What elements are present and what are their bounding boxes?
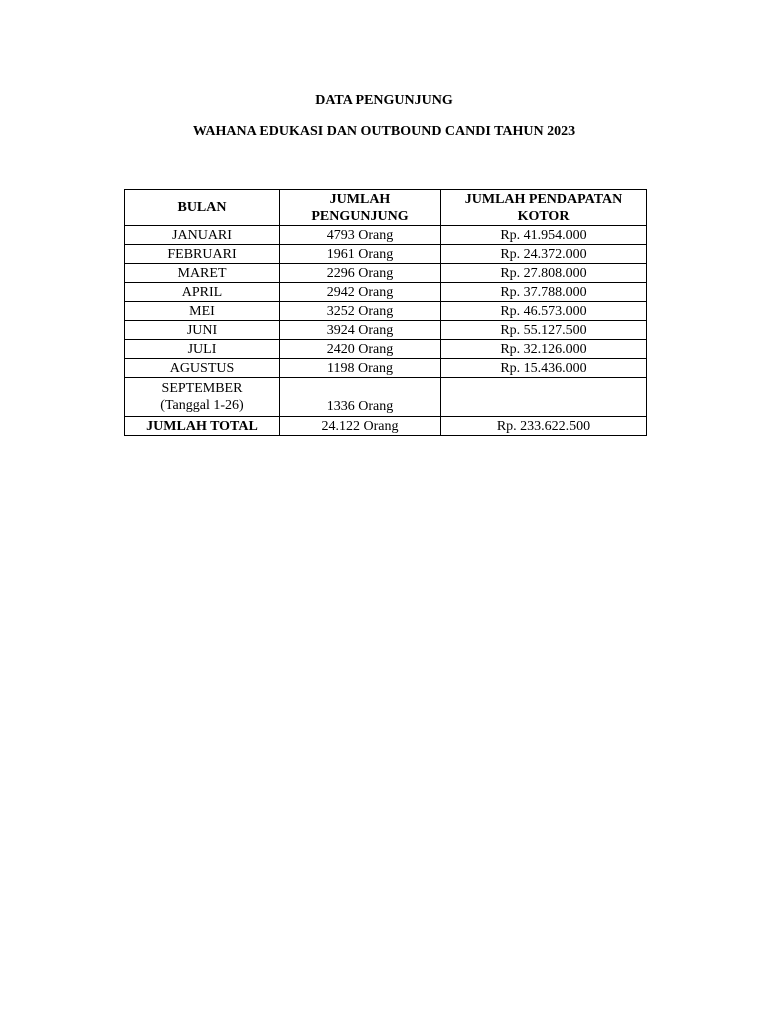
table-row bbox=[125, 226, 647, 245]
table-row bbox=[125, 359, 647, 378]
cell-month bbox=[125, 378, 280, 417]
cell-revenue: Rp. 15.436.000 bbox=[441, 359, 647, 378]
cell-revenue: Rp. 55.127.500 bbox=[441, 321, 647, 340]
table-row bbox=[125, 245, 647, 264]
header-visitors bbox=[280, 190, 441, 226]
table-row bbox=[125, 302, 647, 321]
cell-month: JUNI bbox=[125, 321, 280, 340]
table-row bbox=[125, 340, 647, 359]
cell-visitors: 3924 Orang bbox=[280, 321, 441, 340]
cell-visitors: 2420 Orang bbox=[280, 340, 441, 359]
table-row-total bbox=[125, 417, 647, 436]
cell-month-line2: (Tanggal 1-26) bbox=[160, 398, 244, 413]
cell-month: AGUSTUS bbox=[125, 359, 280, 378]
table-row bbox=[125, 264, 647, 283]
cell-revenue bbox=[441, 378, 647, 417]
cell-revenue: Rp. 37.788.000 bbox=[441, 283, 647, 302]
table-row-september bbox=[125, 378, 647, 417]
cell-revenue: Rp. 24.372.000 bbox=[441, 245, 647, 264]
total-label: JUMLAH TOTAL bbox=[125, 417, 280, 436]
cell-month: APRIL bbox=[125, 283, 280, 302]
cell-visitors: 1336 Orang bbox=[280, 378, 441, 417]
cell-month-line1: SEPTEMBER bbox=[161, 381, 243, 396]
document-title: DATA PENGUNJUNG bbox=[315, 93, 453, 108]
cell-visitors: 1961 Orang bbox=[280, 245, 441, 264]
cell-revenue: Rp. 27.808.000 bbox=[441, 264, 647, 283]
cell-month: JULI bbox=[125, 340, 280, 359]
visitor-data-table bbox=[124, 189, 647, 436]
header-revenue-line2: KOTOR bbox=[517, 208, 570, 224]
cell-revenue: Rp. 41.954.000 bbox=[441, 226, 647, 245]
header-revenue-line1: JUMLAH PENDAPATAN bbox=[464, 191, 623, 207]
table-header-row bbox=[125, 190, 647, 226]
header-revenue bbox=[441, 190, 647, 226]
cell-month: FEBRUARI bbox=[125, 245, 280, 264]
cell-revenue: Rp. 32.126.000 bbox=[441, 340, 647, 359]
cell-visitors: 2942 Orang bbox=[280, 283, 441, 302]
total-visitors: 24.122 Orang bbox=[280, 417, 441, 436]
cell-month: JANUARI bbox=[125, 226, 280, 245]
document-subtitle: WAHANA EDUKASI DAN OUTBOUND CANDI TAHUN 2023 bbox=[192, 124, 576, 139]
cell-month: MEI bbox=[125, 302, 280, 321]
cell-visitors: 1198 Orang bbox=[280, 359, 441, 378]
header-visitors-line2: PENGUNJUNG bbox=[311, 208, 409, 224]
header-visitors-line1: JUMLAH bbox=[329, 191, 391, 207]
total-revenue: Rp. 233.622.500 bbox=[441, 417, 647, 436]
table-row bbox=[125, 321, 647, 340]
cell-month: MARET bbox=[125, 264, 280, 283]
cell-visitors: 2296 Orang bbox=[280, 264, 441, 283]
cell-visitors: 3252 Orang bbox=[280, 302, 441, 321]
cell-visitors: 4793 Orang bbox=[280, 226, 441, 245]
cell-revenue: Rp. 46.573.000 bbox=[441, 302, 647, 321]
header-month: BULAN bbox=[125, 190, 280, 226]
table-row bbox=[125, 283, 647, 302]
